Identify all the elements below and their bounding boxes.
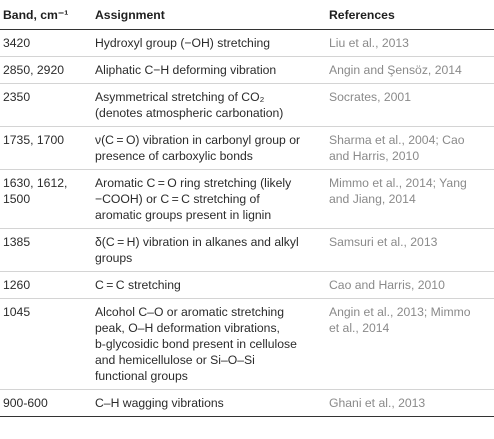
assignment-text: Asymmetrical stretching of CO₂ (denotes atmospheric carbonation) — [95, 90, 284, 120]
band-text: 3420 — [3, 36, 31, 50]
assignment-text: C–H wagging vibrations — [95, 396, 224, 410]
assignment-cell — [95, 170, 329, 229]
band-text: 2850, 2920 — [3, 63, 64, 77]
band-cell — [0, 84, 95, 127]
reference-link[interactable]: Liu et al., 2013 — [329, 36, 409, 50]
reference-cell[interactable] — [329, 57, 494, 84]
assignment-cell — [95, 272, 329, 299]
reference-link[interactable]: Angin and Şensöz, 2014 — [329, 63, 462, 77]
assignment-text: ν(C = O) vibration in carbonyl group or presence of carboxylic bonds — [95, 133, 301, 163]
reference-cell[interactable] — [329, 84, 494, 127]
band-text: 900-600 — [3, 396, 48, 410]
table-row — [0, 170, 494, 229]
assignment-cell — [95, 57, 329, 84]
reference-link[interactable]: Ghani et al., 2013 — [329, 396, 426, 410]
assignment-cell — [95, 229, 329, 272]
header-band: Band, cm⁻¹ — [0, 4, 95, 30]
band-cell — [0, 390, 95, 417]
header-references: References — [329, 4, 494, 30]
band-cell — [0, 229, 95, 272]
reference-link[interactable]: Samsuri et al., 2013 — [329, 235, 438, 249]
band-cell — [0, 170, 95, 229]
assignment-cell — [95, 127, 329, 170]
band-cell — [0, 299, 95, 390]
band-text: 1045 — [3, 305, 31, 319]
assignment-text: Alcohol C–O or aromatic stretching peak, O–H deformation vibrations, b-glycosidic bond present in cellulose and hemicellulose or Si–O–Si functional groups — [95, 305, 297, 383]
assignment-text: C = C stretching — [95, 278, 181, 292]
assignment-cell — [95, 30, 329, 57]
assignment-text: Aliphatic C−H deforming vibration — [95, 63, 277, 77]
table-row — [0, 127, 494, 170]
assignment-cell — [95, 390, 329, 417]
band-cell — [0, 272, 95, 299]
header-assignment: Assignment — [95, 4, 329, 30]
table-row — [0, 57, 494, 84]
header-row — [0, 4, 494, 30]
assignment-text: Hydroxyl group (−OH) stretching — [95, 36, 271, 50]
table-row — [0, 30, 494, 57]
band-text: 2350 — [3, 90, 31, 104]
reference-link[interactable]: Angin et al., 2013; Mimmo et al., 2014 — [329, 305, 471, 335]
reference-link[interactable]: Socrates, 2001 — [329, 90, 411, 104]
band-cell — [0, 57, 95, 84]
assignment-cell — [95, 84, 329, 127]
reference-link[interactable]: Cao and Harris, 2010 — [329, 278, 445, 292]
reference-cell[interactable] — [329, 170, 494, 229]
ftir-band-table — [0, 4, 494, 417]
reference-cell[interactable] — [329, 299, 494, 390]
reference-link[interactable]: Sharma et al., 2004; Cao and Harris, 2010 — [329, 133, 465, 163]
band-text: 1260 — [3, 278, 31, 292]
table-row — [0, 84, 494, 127]
band-text: 1735, 1700 — [3, 133, 64, 147]
band-cell — [0, 127, 95, 170]
reference-cell[interactable] — [329, 390, 494, 417]
band-text: 1385 — [3, 235, 31, 249]
assignment-text: Aromatic C = O ring stretching (likely −COOH) or C = C stretching of aromatic groups present in lignin — [95, 176, 292, 222]
reference-cell[interactable] — [329, 127, 494, 170]
reference-cell[interactable] — [329, 272, 494, 299]
table-row — [0, 229, 494, 272]
band-cell — [0, 30, 95, 57]
reference-cell[interactable] — [329, 30, 494, 57]
table-row — [0, 299, 494, 390]
band-text: 1630, 1612, 1500 — [3, 176, 68, 206]
table-row — [0, 272, 494, 299]
assignment-text: δ(C = H) vibration in alkanes and alkyl groups — [95, 235, 299, 265]
reference-link[interactable]: Mimmo et al., 2014; Yang and Jiang, 2014 — [329, 176, 467, 206]
assignment-cell — [95, 299, 329, 390]
table-row — [0, 390, 494, 417]
reference-cell[interactable] — [329, 229, 494, 272]
